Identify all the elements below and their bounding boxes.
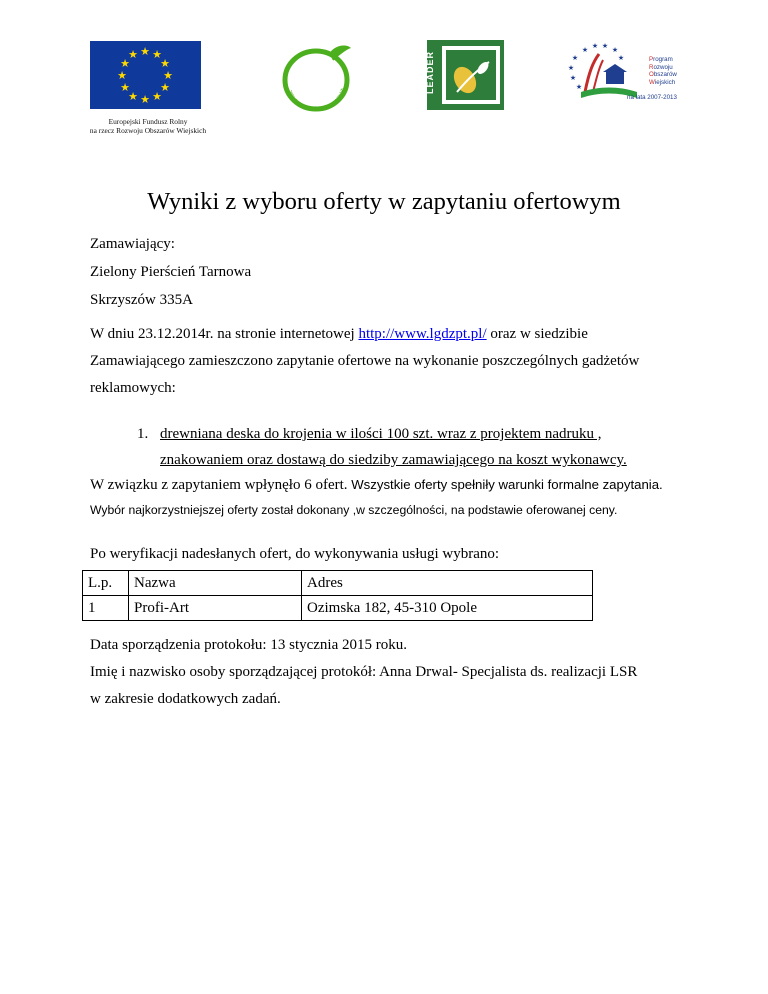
- svg-text:★: ★: [152, 48, 162, 61]
- leader-text: LEADER: [425, 50, 435, 94]
- svg-text:★: ★: [160, 81, 170, 94]
- svg-text:★: ★: [571, 54, 579, 62]
- svg-text:★: ★: [591, 42, 599, 50]
- svg-text:★: ★: [569, 74, 577, 82]
- orderer-label: Zamawiający:: [90, 236, 175, 252]
- selection-note: Wybór najkorzystniejszej oferty został dokonany ,w szczególności, na podstawie oferowanej ceny.: [90, 503, 618, 517]
- svg-text:★: ★: [160, 57, 170, 70]
- svg-text:★: ★: [611, 46, 619, 54]
- prow-initial-w: W: [649, 78, 655, 86]
- eu-flag-logo: [90, 41, 201, 109]
- leader-logo: [427, 40, 504, 110]
- zpt-ring-text: ZIELONY PIERŚCIEŃ TARNOWA: [286, 87, 347, 114]
- paragraph-1-line-3: reklamowych:: [90, 380, 176, 396]
- orderer-address: Skrzyszów 335A: [90, 292, 193, 308]
- prow-line-1: rogram: [653, 56, 673, 63]
- table-header-adres: Adres: [302, 571, 593, 596]
- paragraph-1-line-1: [90, 326, 588, 343]
- results-table: [82, 570, 593, 621]
- paragraph-1-line-2: Zamawiającego zamieszczono zapytanie ofertowe na wykonanie poszczególnych gadżetów: [90, 353, 640, 369]
- eu-caption-line1: Europejski Fundusz Rolny: [108, 117, 188, 126]
- svg-text:★: ★: [601, 42, 609, 50]
- table-cell-lp: 1: [83, 596, 129, 621]
- offers-count-text: W związku z zapytaniem wpłynęło 6 ofert.: [90, 477, 348, 493]
- svg-text:★: ★: [152, 90, 162, 103]
- svg-text:★: ★: [120, 81, 130, 94]
- verification-text: Po weryfikacji nadesłanych ofert, do wykonywania usługi wybrano:: [90, 546, 500, 562]
- table-cell-nazwa: Profi-Art: [129, 596, 302, 621]
- orderer-name: Zielony Pierścień Tarnowa: [90, 264, 252, 280]
- svg-text:★: ★: [581, 46, 589, 54]
- svg-text:★: ★: [575, 83, 583, 91]
- list-item-line-1: drewniana deska do krojenia w ilości 100 szt. wraz z projektem nadruku ,: [160, 426, 602, 442]
- prow-text: [649, 56, 677, 86]
- protocol-author: Imię i nazwisko osoby sporządzającej protokół: Anna Drwal- Specjalista ds. realizacji LSR: [90, 664, 638, 680]
- offers-count-line: [90, 477, 663, 494]
- table-header-lp: L.p.: [83, 571, 129, 596]
- prow-initial-p: P: [649, 56, 654, 63]
- eu-caption: [78, 117, 218, 135]
- svg-text:★: ★: [140, 93, 150, 106]
- list-item-line-2: znakowaniem oraz dostawą do siedziby zamawiającego na koszt wykonawcy.: [160, 452, 627, 468]
- list-item-number: 1.: [137, 426, 149, 442]
- svg-text:★: ★: [128, 90, 138, 103]
- svg-text:★: ★: [567, 64, 575, 72]
- document-title: Wyniki z wyboru oferty w zapytaniu ofertowym: [147, 188, 621, 215]
- svg-text:★: ★: [120, 57, 130, 70]
- para1-text-before: W dniu 23.12.2014r. na stronie internetowej: [90, 326, 359, 342]
- protocol-author-continued: w zakresie dodatkowych zadań.: [90, 691, 281, 707]
- green-ring-icon: [271, 40, 361, 118]
- eu-stars-icon: [90, 41, 201, 109]
- protocol-date: Data sporządzenia protokołu: 13 stycznia 2015 roku.: [90, 637, 407, 653]
- prow-logo: [563, 42, 693, 110]
- svg-text:★: ★: [617, 54, 625, 62]
- para1-text-after: oraz w siedzibie: [486, 326, 588, 342]
- svg-text:★: ★: [163, 69, 173, 82]
- table-cell-adres: Ozimska 182, 45-310 Opole: [302, 596, 593, 621]
- prow-emblem-icon: [563, 42, 649, 102]
- table-header-nazwa: Nazwa: [129, 571, 302, 596]
- svg-text:★: ★: [140, 45, 150, 58]
- eu-caption-line2: na rzecz Rozwoju Obszarów Wiejskich: [89, 126, 207, 135]
- prow-initial-r: R: [649, 63, 654, 71]
- zielony-pierscien-logo: [271, 40, 361, 118]
- table-header-row: [83, 571, 593, 596]
- svg-text:★: ★: [128, 48, 138, 61]
- offers-formal-text: Wszystkie oferty spełniły warunki formalne zapytania.: [347, 477, 663, 492]
- prow-line-3: bszarów: [653, 71, 677, 79]
- prow-years: na lata 2007-2013: [627, 94, 677, 101]
- svg-text:★: ★: [117, 69, 127, 82]
- lgd-website-link[interactable]: http://www.lgdzpt.pl/: [358, 326, 487, 342]
- prow-line-2: ozwoju: [653, 63, 673, 71]
- table-row: [83, 596, 593, 621]
- prow-line-4: iejskich: [654, 78, 676, 86]
- prow-initial-o: O: [649, 71, 654, 79]
